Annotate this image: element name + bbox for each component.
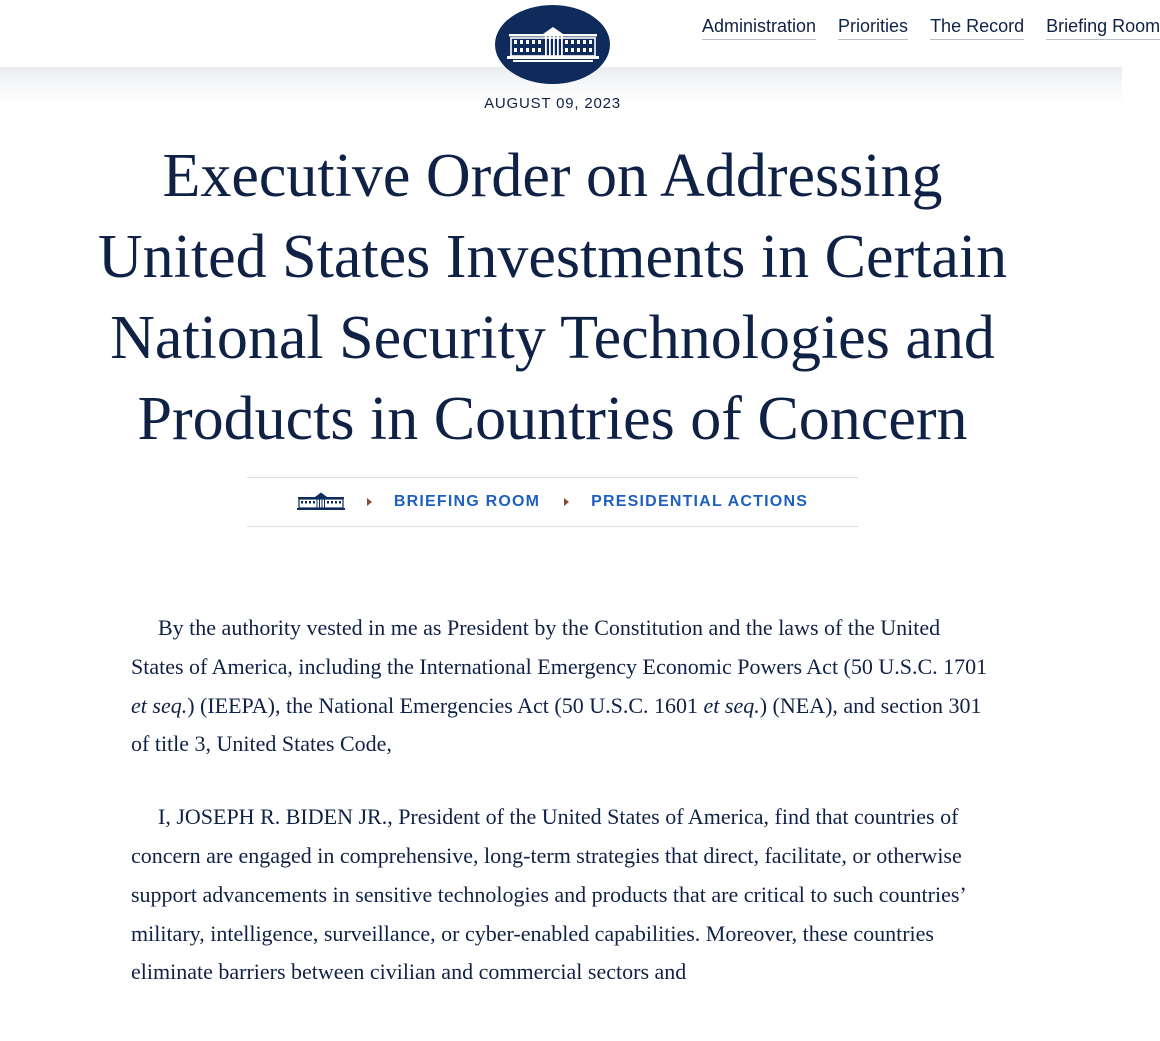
site-logo-link[interactable]	[495, 5, 610, 84]
breadcrumb-presidential-actions[interactable]: PRESIDENTIAL ACTIONS	[591, 493, 809, 510]
article-paragraph: I, JOSEPH R. BIDEN JR., President of the United States of America, find that countries of concern are engaged in comprehensive, long-term strategies that direct, facilitate, or otherwise support advancements in sensitive technologies and products that are critical to such countries’ military, intelligence, surveillance, or cyber-enabled capabilities. Moreover, these countries eliminate barriers between civilian and commercial sectors and	[131, 804, 966, 985]
paragraph-text: ) (NEA), and section 301 of title 3, United States Code,	[131, 692, 982, 757]
breadcrumb-home-link[interactable]	[297, 492, 345, 512]
nav-priorities[interactable]: Priorities	[838, 0, 908, 40]
nav-briefing-room[interactable]: Briefing Room	[1046, 0, 1160, 40]
paragraph-emphasis: et seq.	[131, 692, 188, 718]
title-line: United States Investments in Certain	[97, 223, 1008, 291]
article-paragraph	[131, 609, 991, 764]
paragraph-text: By the authority vested in me as President by the Constitution and the laws of the United States of America, including the International Emergency Economic Powers Act (50 U.S.C. 1701	[131, 615, 988, 679]
nav-administration[interactable]: Administration	[702, 0, 816, 40]
page-title	[0, 136, 1105, 460]
white-house-icon	[297, 492, 345, 512]
article-date: AUGUST 09, 2023	[484, 95, 621, 112]
breadcrumb	[247, 477, 858, 527]
white-house-icon	[507, 27, 599, 63]
article-body	[131, 609, 991, 1026]
paragraph-text: ) (IEEPA), the National Emergencies Act (50 U.S.C. 1601	[187, 692, 704, 718]
title-line: National Security Technologies and	[110, 304, 995, 372]
title-line: Executive Order on Addressing	[162, 142, 943, 210]
breadcrumb-separator-icon	[564, 498, 569, 506]
main-nav	[702, 0, 1160, 56]
breadcrumb-briefing-room[interactable]: BRIEFING ROOM	[393, 493, 541, 510]
title-line: Products in Countries of Concern	[137, 385, 968, 453]
breadcrumb-separator-icon	[367, 498, 372, 506]
nav-the-record[interactable]: The Record	[930, 0, 1024, 40]
paragraph-emphasis: et seq.	[703, 692, 760, 718]
